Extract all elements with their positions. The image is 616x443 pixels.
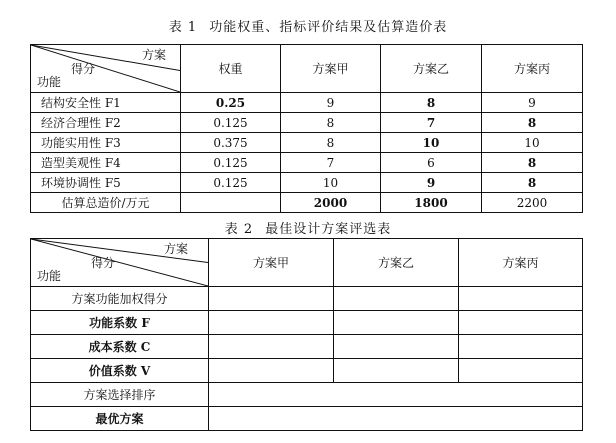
table1-col-header: 权重 (181, 45, 281, 93)
table1-row (31, 113, 583, 133)
table1 (30, 44, 583, 213)
table1-title: 功能权重、指标评价结果及估算造价表 (209, 20, 448, 35)
table1-corner-cell (31, 45, 181, 93)
table1-cell: 7 (281, 153, 381, 173)
table1-cell: 2000 (281, 193, 381, 213)
table2-empty-cell (209, 287, 334, 311)
corner-label-bottom: 功能 (37, 75, 62, 89)
table2 (30, 238, 583, 431)
table1-col-header: 方案丙 (482, 45, 583, 93)
table1-row (31, 153, 583, 173)
table2-empty-cell (209, 359, 334, 383)
table1-cell: 9 (281, 93, 381, 113)
table1-row-label: 环境协调性 F5 (31, 173, 181, 193)
table2-header-row (31, 239, 583, 287)
table2-row-label: 成本系数 C (31, 335, 209, 359)
table1-cell: 10 (482, 133, 583, 153)
table1-header-row (31, 45, 583, 93)
table2-empty-cell (334, 335, 459, 359)
table1-cell: 8 (281, 133, 381, 153)
table2-row (31, 335, 583, 359)
table2-row (31, 287, 583, 311)
table1-row (31, 173, 583, 193)
table1-cell: 1800 (381, 193, 482, 213)
table2-corner-cell (31, 239, 209, 287)
table1-cell: 10 (281, 173, 381, 193)
table1-cell: 8 (482, 153, 583, 173)
table1-cell: 2200 (482, 193, 583, 213)
table2-empty-cell (459, 311, 583, 335)
table1-cell (181, 193, 281, 213)
table2-empty-cell (334, 359, 459, 383)
table2-row-label: 方案功能加权得分 (31, 287, 209, 311)
table1-row (31, 133, 583, 153)
table1-row (31, 193, 583, 213)
table1-cell: 9 (381, 173, 482, 193)
table2-empty-cell (334, 311, 459, 335)
table2-empty-cell (209, 311, 334, 335)
table2-row (31, 407, 583, 431)
table1-cell: 10 (381, 133, 482, 153)
corner-label-top: 方案 (141, 48, 166, 62)
table2-empty-cell (459, 287, 583, 311)
table2-empty-cell (209, 335, 334, 359)
table1-number: 表 1 (168, 20, 198, 35)
table2-merged-empty-cell (209, 383, 583, 407)
table2-merged-empty-cell (209, 407, 583, 431)
corner-label-middle: 得分 (91, 256, 116, 270)
table2-col-header: 方案甲 (209, 239, 334, 287)
table2-title: 最佳设计方案评选表 (265, 222, 392, 237)
table1-row-label: 造型美观性 F4 (31, 153, 181, 173)
table1-row-label: 结构安全性 F1 (31, 93, 181, 113)
table2-empty-cell (334, 287, 459, 311)
table1-cell: 8 (381, 93, 482, 113)
table2-row-label: 最优方案 (31, 407, 209, 431)
table1-cell: 6 (381, 153, 482, 173)
table1-cell: 8 (482, 113, 583, 133)
table2-row (31, 359, 583, 383)
table1-caption (0, 16, 616, 35)
table2-row-label: 功能系数 F (31, 311, 209, 335)
table1-cell: 0.125 (181, 173, 281, 193)
table1-cell: 0.125 (181, 153, 281, 173)
table1-cell: 7 (381, 113, 482, 133)
table2-empty-cell (459, 359, 583, 383)
table1-row (31, 93, 583, 113)
table2-number: 表 2 (224, 222, 254, 237)
table1-cell: 0.125 (181, 113, 281, 133)
table1-row-label: 估算总造价/万元 (31, 193, 181, 213)
table1-row-label: 经济合理性 F2 (31, 113, 181, 133)
table2-caption (0, 218, 616, 237)
corner-label-top: 方案 (163, 242, 188, 256)
table2-row (31, 383, 583, 407)
table2-col-header: 方案丙 (459, 239, 583, 287)
table1-col-header: 方案乙 (381, 45, 482, 93)
table1-cell: 0.25 (181, 93, 281, 113)
table2-col-header: 方案乙 (334, 239, 459, 287)
corner-label-bottom: 功能 (37, 269, 62, 283)
table1-row-label: 功能实用性 F3 (31, 133, 181, 153)
table1-cell: 0.375 (181, 133, 281, 153)
table1-cell: 8 (281, 113, 381, 133)
table1-col-header: 方案甲 (281, 45, 381, 93)
table2-row-label: 价值系数 V (31, 359, 209, 383)
table1-cell: 8 (482, 173, 583, 193)
table2-row-label: 方案选择排序 (31, 383, 209, 407)
table1-cell: 9 (482, 93, 583, 113)
table2-row (31, 311, 583, 335)
corner-label-middle: 得分 (71, 62, 96, 76)
table2-empty-cell (459, 335, 583, 359)
